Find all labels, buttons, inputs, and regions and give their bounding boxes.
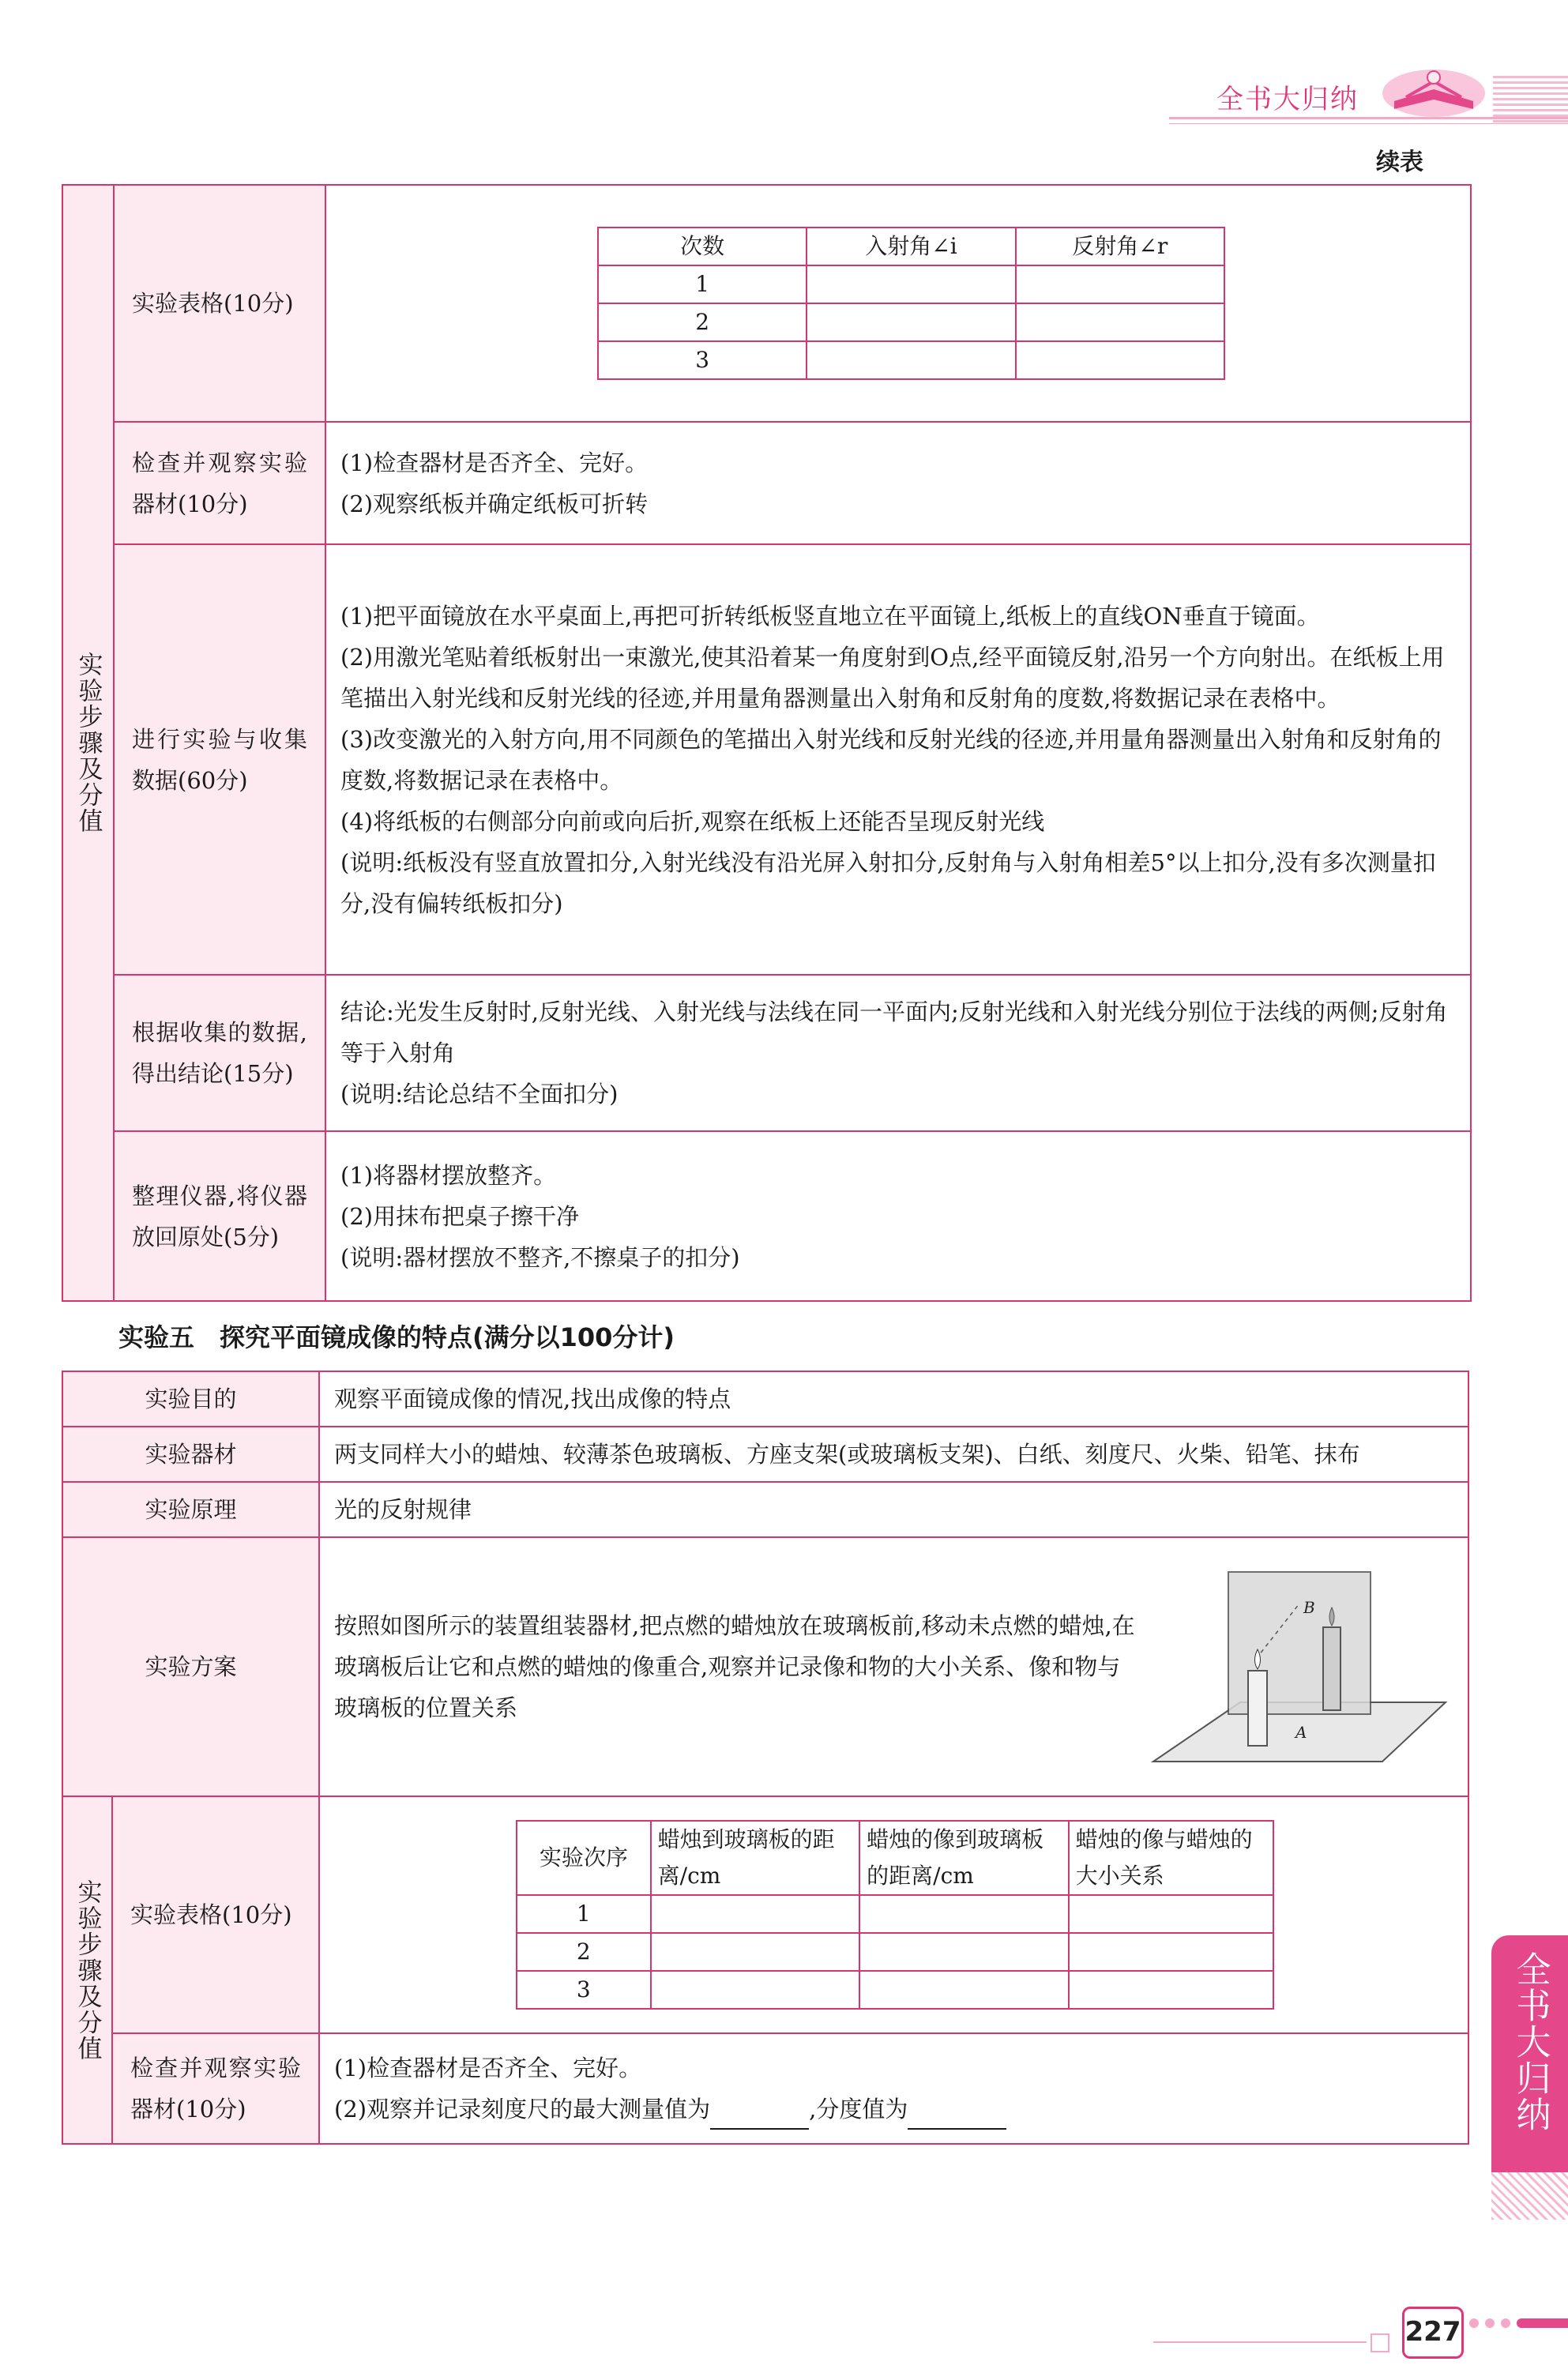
side-tab bbox=[1491, 1935, 1568, 2172]
row-content-check-2 bbox=[319, 2033, 1468, 2144]
footer-dot-icon bbox=[1469, 2318, 1479, 2328]
continued-label: 续表 bbox=[1376, 149, 1423, 176]
side-tab-label: 全书大归纳 bbox=[1510, 1951, 1551, 2133]
row-label-table: 实验表格(10分) bbox=[114, 185, 325, 422]
empty-cell bbox=[807, 341, 1015, 379]
row-content-materials: 两支同样大小的蜡烛、较薄茶色玻璃板、方座支架(或玻璃板支架)、白纸、刻度尺、火柴、铅笔、抹布 bbox=[319, 1427, 1468, 1482]
empty-cell bbox=[1069, 1933, 1273, 1971]
side-tab-stripes bbox=[1491, 2172, 1568, 2220]
empty-cell bbox=[651, 1933, 860, 1971]
empty-cell bbox=[651, 1971, 860, 2009]
empty-cell bbox=[1069, 1971, 1273, 2009]
col-header: 实验次序 bbox=[517, 1821, 651, 1895]
row-label-cleanup: 整理仪器,将仪器放回原处(5分) bbox=[114, 1131, 325, 1301]
row-content-table bbox=[325, 185, 1471, 422]
footer-square-icon bbox=[1371, 2333, 1389, 2352]
text-line-with-blanks bbox=[334, 2089, 1453, 2130]
text-fragment: (2)观察并记录刻度尺的最大测量值为 bbox=[334, 2096, 711, 2123]
row-content-conclusion bbox=[325, 975, 1471, 1131]
row-label-purpose: 实验目的 bbox=[62, 1371, 319, 1427]
text-line: (2)用激光笔贴着纸板射出一束激光,使其沿着某一角度射到O点,经平面镜反射,沿另一个方向射出。在纸板上用笔描出入射光线和反射光线的径迹,并用量角器测量出入射角和反射角的度数,将数据记录在表格中。 bbox=[340, 643, 1445, 712]
empty-cell bbox=[651, 1895, 860, 1933]
row-content-plan bbox=[319, 1537, 1468, 1796]
figure-label-b: B bbox=[1303, 1598, 1315, 1617]
angle-record-table bbox=[597, 227, 1225, 380]
mirror-candle-figure bbox=[1145, 1564, 1453, 1769]
text-fragment: ,分度值为 bbox=[809, 2096, 908, 2123]
row-index: 2 bbox=[598, 303, 807, 341]
row-label-conclusion: 根据收集的数据,得出结论(15分) bbox=[114, 975, 325, 1131]
col-header: 蜡烛的像到玻璃板的距离/cm bbox=[859, 1821, 1069, 1895]
empty-cell bbox=[1016, 303, 1224, 341]
footer-bar bbox=[1517, 2318, 1568, 2328]
footer-dot-icon bbox=[1501, 2318, 1510, 2328]
row-label-materials: 实验器材 bbox=[62, 1427, 319, 1482]
col-header: 蜡烛到玻璃板的距离/cm bbox=[651, 1821, 860, 1895]
row-content-procedure bbox=[325, 544, 1471, 975]
row-content-check bbox=[325, 422, 1471, 544]
text-line: (1)检查器材是否齐全、完好。 bbox=[340, 449, 649, 476]
experiment5-table bbox=[62, 1371, 1469, 2145]
empty-cell bbox=[859, 1895, 1069, 1933]
row-index: 1 bbox=[517, 1895, 651, 1933]
col-header: 反射角∠r bbox=[1016, 227, 1224, 265]
row-label-check-2: 检查并观察实验器材(10分) bbox=[112, 2033, 319, 2144]
row-index: 2 bbox=[517, 1933, 651, 1971]
figure-label-a: A bbox=[1295, 1723, 1307, 1742]
answer-blank[interactable] bbox=[710, 2104, 809, 2130]
col-header: 入射角∠i bbox=[807, 227, 1015, 265]
text-line: (1)检查器材是否齐全、完好。 bbox=[334, 2055, 642, 2081]
empty-cell bbox=[859, 1933, 1069, 1971]
empty-cell bbox=[859, 1971, 1069, 2009]
text-line: 结论:光发生反射时,反射光线、入射光线与法线在同一平面内;反射光线和入射光线分别位于法线的两侧;反射角等于入射角 bbox=[340, 998, 1448, 1066]
text-line: (4)将纸板的右侧部分向前或向后折,观察在纸板上还能否呈现反射光线 bbox=[340, 807, 1045, 835]
row-content-principle: 光的反射规律 bbox=[319, 1482, 1468, 1537]
row-label-plan: 实验方案 bbox=[62, 1537, 319, 1796]
experiment4-steps-table bbox=[62, 184, 1472, 1302]
header-stripes bbox=[1493, 75, 1568, 122]
steps-side-label: 实验步骤及分值 bbox=[73, 652, 103, 834]
col-header: 次数 bbox=[598, 227, 807, 265]
row-content-cleanup bbox=[325, 1131, 1471, 1301]
empty-cell bbox=[1016, 341, 1224, 379]
row-content-table-2 bbox=[319, 1796, 1468, 2033]
row-label-principle: 实验原理 bbox=[62, 1482, 319, 1537]
text-line: (3)改变激光的入射方向,用不同颜色的笔描出入射光线和反射光线的径迹,并用量角器测量出入射角和反射角的度数,将数据记录在表格中。 bbox=[340, 725, 1442, 794]
row-index: 3 bbox=[598, 341, 807, 379]
empty-cell bbox=[1016, 265, 1224, 303]
row-label-table-2: 实验表格(10分) bbox=[112, 1796, 319, 2033]
footer-line bbox=[1153, 2341, 1367, 2343]
text-line: (2)观察纸板并确定纸板可折转 bbox=[340, 490, 649, 517]
text-line: (说明:器材摆放不整齐,不擦桌子的扣分) bbox=[340, 1243, 740, 1271]
col-header: 蜡烛的像与蜡烛的大小关系 bbox=[1069, 1821, 1273, 1895]
row-content-purpose: 观察平面镜成像的情况,找出成像的特点 bbox=[319, 1371, 1468, 1427]
footer-dot-icon bbox=[1485, 2318, 1495, 2328]
text-line: (1)把平面镜放在水平桌面上,再把可折转纸板竖直地立在平面镜上,纸板上的直线ON垂直于镜面。 bbox=[340, 602, 1320, 630]
steps-side-cell-2 bbox=[62, 1796, 112, 2144]
plan-text: 按照如图所示的装置组装器材,把点燃的蜡烛放在玻璃板前,移动未点燃的蜡烛,在玻璃板后让它和点燃的蜡烛的像重合,观察并记录像和物的大小关系、像和物与玻璃板的位置关系 bbox=[334, 1612, 1135, 1721]
steps-side-cell bbox=[62, 185, 114, 1301]
mirror-record-table bbox=[516, 1820, 1274, 2010]
empty-cell bbox=[1069, 1895, 1273, 1933]
book-logo-icon bbox=[1374, 62, 1493, 125]
text-line: (说明:纸板没有竖直放置扣分,入射光线没有沿光屏入射扣分,反射角与入射角相差5°以上扣分,没有多次测量扣分,没有偏转纸板扣分) bbox=[340, 848, 1436, 917]
page-number: 227 bbox=[1402, 2307, 1464, 2359]
answer-blank[interactable] bbox=[908, 2104, 1006, 2130]
text-line: (2)用抹布把桌子擦干净 bbox=[340, 1202, 580, 1230]
row-index: 3 bbox=[517, 1971, 651, 2009]
empty-cell bbox=[807, 265, 1015, 303]
header-title: 全书大归纳 bbox=[1216, 84, 1359, 115]
section5-title: 实验五 探究平面镜成像的特点(满分以100分计) bbox=[118, 1322, 675, 1352]
row-index: 1 bbox=[598, 265, 807, 303]
row-label-check: 检查并观察实验器材(10分) bbox=[114, 422, 325, 544]
header-line-thin bbox=[1169, 123, 1568, 124]
text-line: (1)将器材摆放整齐。 bbox=[340, 1161, 557, 1189]
text-line: (说明:结论总结不全面扣分) bbox=[340, 1081, 619, 1107]
row-label-procedure: 进行实验与收集数据(60分) bbox=[114, 544, 325, 975]
empty-cell bbox=[807, 303, 1015, 341]
steps-side-label-2: 实验步骤及分值 bbox=[73, 1878, 102, 2062]
header-line bbox=[1169, 117, 1568, 119]
